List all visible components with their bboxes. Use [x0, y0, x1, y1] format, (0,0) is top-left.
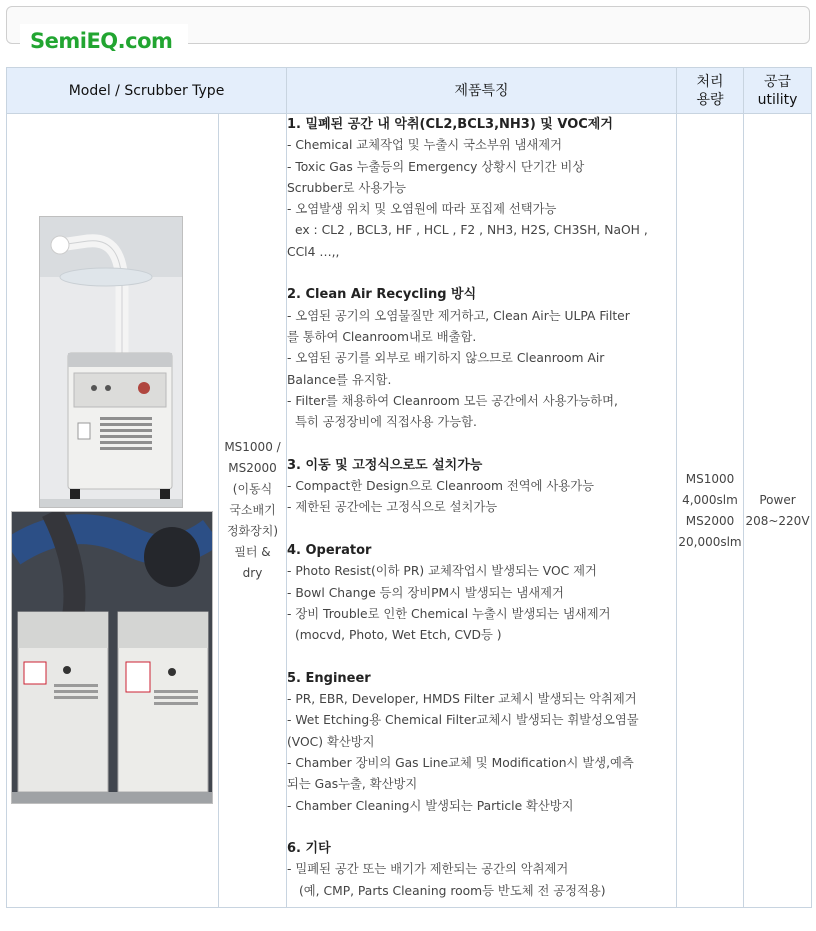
- spacer: [287, 433, 676, 454]
- model-line: (이동식: [232, 482, 273, 496]
- capacity-line: 20,000slm: [678, 534, 742, 549]
- feature-section-title: 2. Clean Air Recycling 방식: [287, 287, 477, 303]
- feature-line: - Bowl Change 등의 장비PM시 발생되는 냄새제거: [287, 585, 564, 600]
- feature-line: - Photo Resist(이하 PR) 교체작업시 발생되는 VOC 제거: [287, 564, 597, 579]
- model-line: dry: [242, 566, 263, 580]
- feature-line: (VOC) 확산방지: [287, 734, 375, 749]
- feature-line: - PR, EBR, Developer, HMDS Filter 교체시 발생되는 악취제거: [287, 692, 637, 707]
- product-image-cell: [7, 114, 219, 908]
- logo-text: SemiEQ.com: [30, 29, 173, 53]
- capacity-cell: [677, 114, 744, 908]
- feature-line: - 장비 Trouble로 인한 Chemical 누출시 발생되는 냄새제거: [287, 606, 611, 621]
- feature-line: - 오염된 공기를 외부로 배기하지 않으므로 Cleanroom Air: [287, 351, 605, 366]
- feature-line: 특히 공정장비에 직접사용 가능함.: [295, 415, 477, 430]
- spacer: [287, 646, 676, 667]
- capacity-line: 4,000slm: [682, 492, 738, 507]
- model-line: 정화장치): [226, 524, 279, 538]
- feature-line: - 제한된 공간에는 고정식으로 설치가능: [287, 500, 498, 515]
- feature-section-title: 6. 기타: [287, 841, 331, 857]
- feature-line: - Chemical 교체작업 및 누출시 국소부위 냄새제거: [287, 138, 563, 153]
- scrubber-unit-photo: [39, 216, 183, 508]
- feature-section-title: 5. Engineer: [287, 670, 371, 686]
- product-spec-table: [6, 67, 812, 908]
- utility-line: Power: [759, 492, 796, 507]
- feature-line: (mocvd, Photo, Wet Etch, CVD등 ): [295, 628, 502, 643]
- header-capacity-line: 처리: [696, 73, 724, 90]
- feature-line: - 밀폐된 공간 또는 배기가 제한되는 공간의 악취제거: [287, 862, 569, 877]
- capacity-line: MS2000: [685, 513, 735, 528]
- utility-cell: [744, 114, 812, 908]
- utility-line: 208~220V: [745, 513, 810, 528]
- model-line: 국소배기: [229, 503, 276, 517]
- header-utility: [744, 68, 812, 114]
- feature-line: 되는 Gas누출, 확산방지: [287, 777, 418, 792]
- spacer: [287, 817, 676, 838]
- feature-line: ex : CL2 , BCL3, HF , HCL , F2 , NH3, H2S, CH3SH, NaOH ,: [295, 223, 648, 238]
- feature-line: Scrubber로 사용가능: [287, 180, 406, 195]
- header-utility-line: 공급: [763, 73, 792, 90]
- feature-line: - 오염된 공기의 오염물질만 제거하고, Clean Air는 ULPA Filter: [287, 308, 630, 323]
- feature-section-title: 1. 밀폐된 공간 내 악취(CL2,BCL3,NH3) 및 VOC제거: [287, 117, 613, 132]
- feature-line: - Chamber 장비의 Gas Line교체 및 Modification시 발생,예측: [287, 755, 634, 770]
- model-type-cell: [219, 114, 287, 908]
- feature-line: - Compact한 Design으로 Cleanroom 전역에 사용가능: [287, 479, 594, 494]
- feature-line: 를 통하여 Cleanroom내로 배출함.: [287, 329, 477, 344]
- installed-units-photo: [11, 511, 213, 804]
- feature-line: - 오염발생 위치 및 오염원에 따라 포집제 선택가능: [287, 202, 557, 217]
- semieq-logo[interactable]: [20, 24, 188, 58]
- model-line: MS2000: [228, 461, 277, 475]
- header-utility-line: utility: [757, 91, 798, 108]
- spacer: [287, 519, 676, 540]
- feature-section-title: 4. Operator: [287, 542, 372, 558]
- model-line: 필터 &: [234, 545, 271, 559]
- spacer: [287, 263, 676, 284]
- feature-line: - Filter를 채용하여 Cleanroom 모든 공간에서 사용가능하며,: [287, 393, 618, 408]
- header-features: 제품특징: [287, 68, 677, 114]
- header-capacity-line: 용량: [696, 91, 724, 108]
- model-line: MS1000 /: [224, 440, 281, 454]
- feature-line: CCl4 …,,: [287, 244, 340, 259]
- feature-line: - Chamber Cleaning시 발생되는 Particle 확산방지: [287, 798, 574, 813]
- feature-line: - Toxic Gas 누출등의 Emergency 상황시 단기간 비상: [287, 159, 585, 174]
- features-cell: [287, 114, 677, 908]
- capacity-line: MS1000: [685, 471, 735, 486]
- feature-section-title: 3. 이동 및 고정식으로도 설치가능: [287, 457, 483, 473]
- feature-line: (예, CMP, Parts Cleaning room등 반도체 전 공정적용): [299, 883, 606, 898]
- header-capacity: [677, 68, 744, 114]
- table-header-row: [7, 68, 812, 114]
- feature-line: - Wet Etching용 Chemical Filter교체시 발생되는 휘발성오염물: [287, 713, 639, 728]
- header-model: Model / Scrubber Type: [7, 68, 287, 114]
- table-row: [7, 114, 812, 908]
- feature-line: Balance를 유지함.: [287, 372, 392, 387]
